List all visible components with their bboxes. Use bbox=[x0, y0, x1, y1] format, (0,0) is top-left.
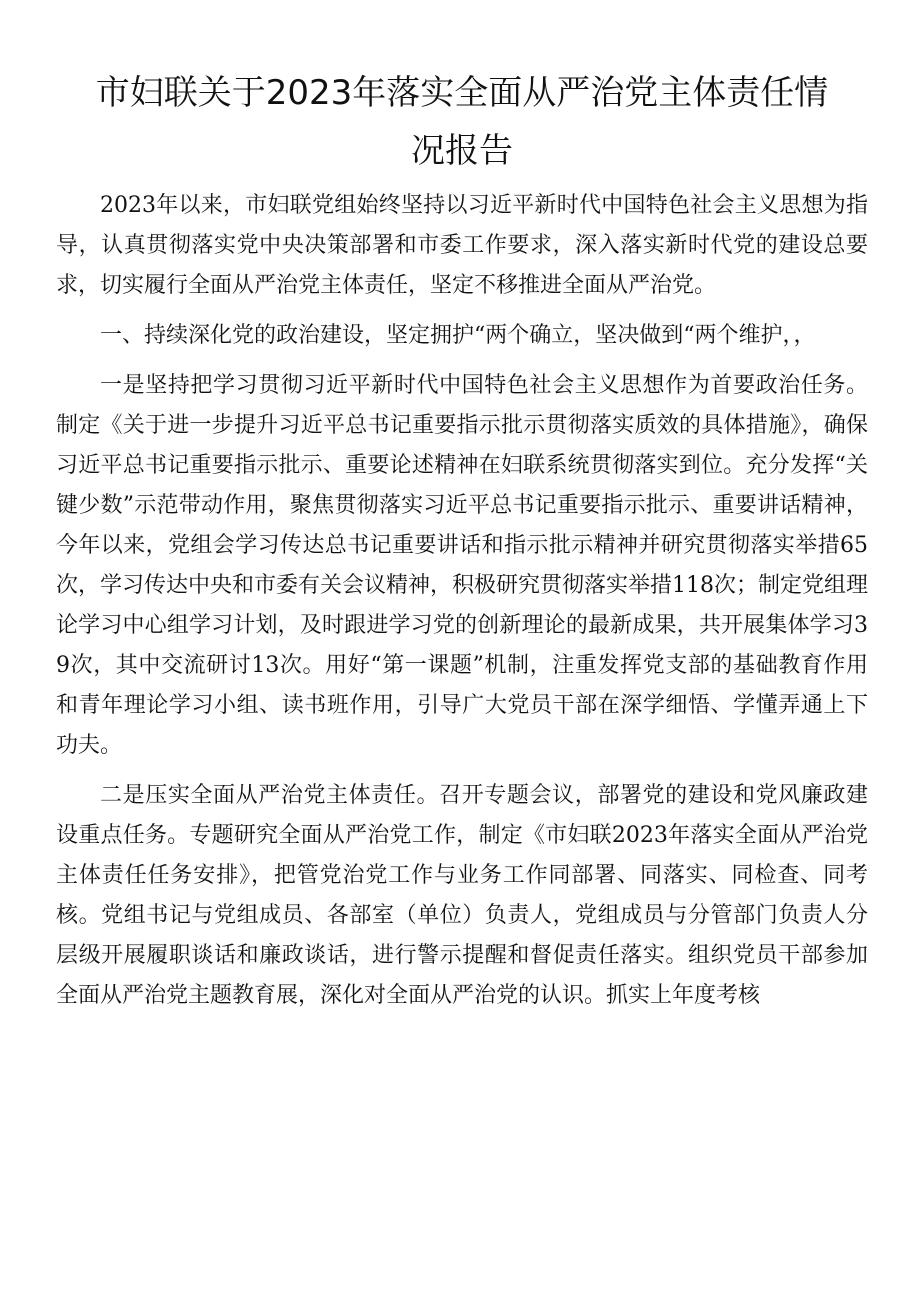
paragraph-section-heading-1: 一、持续深化党的政治建设，坚定拥护“两个确立，坚决做到“两个维护，， bbox=[100, 323, 816, 348]
paragraph-point-1: 一是坚持把学习贯彻习近平新时代中国特色社会主义思想作为首要政治任务。制定《关于进一步提升习近平总书记重要指示批示贯彻落实质效的具体措施》，确保习近平总书记重要指示批示、重要论述精神在妇联系统贯彻落实到位。充分发挥“关键少数”示范带动作用，聚焦贯彻落实习近平总书记重要指示批示、重要讲话精神，今年以来，党组会学习传达总书记重要讲话和指示批示精神并研究贯彻落实举措65次，学习传达中央和市委有关会议精神，积极研究贯彻落实举措118次；制定党组理论学习中心组学习计划，及时跟进学习党的创新理论的最新成果，共开展集体学习39次，其中交流研讨13次。用好“第一课题”机制，注重发挥党支部的基础教育作用和青年理论学习小组、读书班作用，引导广大党员干部在深学细悟、学懂弄通上下功夫。 bbox=[56, 373, 868, 758]
paragraph-intro: 2023年以来，市妇联党组始终坚持以习近平新时代中国特色社会主义思想为指导，认真贯彻落实党中央决策部署和市委工作要求，深入落实新时代党的建设总要求，切实履行全面从严治党主体责任，坚定不移推进全面从严治党。 bbox=[56, 193, 868, 298]
paragraph-point-2: 二是压实全面从严治党主体责任。召开专题会议，部署党的建设和党风廉政建设重点任务。专题研究全面从严治党工作，制定《市妇联2023年落实全面从严治党主体责任任务安排》，把管党治党工作与业务工作同部署、同落实、同检查、同考核。党组书记与党组成员、各部室（单位）负责人，党组成员与分管部门负责人分层级开展履职谈话和廉政谈话，进行警示提醒和督促责任落实。组织党员干部参加全面从严治党主题教育展，深化对全面从严治党的认识。抓实上年度考核 bbox=[56, 783, 868, 1008]
document-title: 市妇联关于2023年落实全面从严治党主体责任情况报告 bbox=[95, 73, 829, 171]
